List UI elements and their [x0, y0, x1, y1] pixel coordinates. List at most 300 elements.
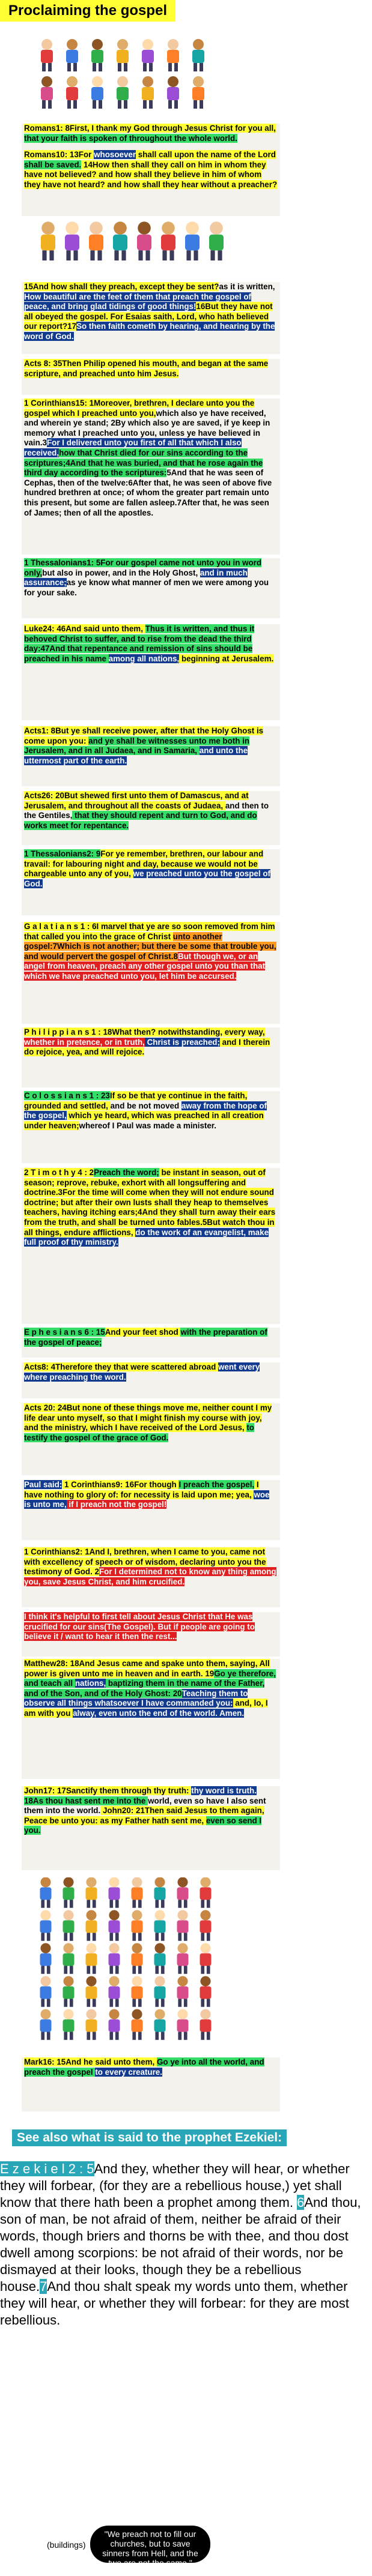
verse-text	[22, 2057, 280, 2077]
verse-segment: with the preparation of the gospel of peace;	[24, 1328, 267, 1347]
figure-part	[48, 63, 52, 71]
figure-part	[132, 1954, 143, 1966]
figure-part	[210, 221, 223, 235]
figure-part	[161, 1933, 165, 1940]
figure-part	[138, 250, 142, 260]
figure-part	[200, 100, 203, 109]
figure-part	[40, 1987, 52, 1999]
figure-part	[41, 39, 52, 50]
figure-part	[132, 2020, 143, 2032]
figure-part	[67, 100, 71, 109]
page-title: Proclaiming the gospel	[0, 0, 175, 22]
figure-part	[210, 250, 215, 260]
figure-part	[86, 1954, 97, 1966]
figure-part	[200, 2009, 210, 2019]
figure-part	[109, 1910, 119, 1920]
figure-part	[87, 1900, 90, 1907]
figure-part	[177, 1976, 188, 1986]
verse-segment: I think it's helpful to first tell about Jesus Christ that He was crucified for our sins(The Gospel). But if people are going to believe it / want to hear it then the rest...	[24, 1612, 255, 1642]
figure-part	[86, 1910, 96, 1920]
verse-segment: 1 Thessalonians1: 5For our gospel came not unto you in word only,	[24, 558, 262, 577]
verse-segment: Acts8: 4Therefore they that were scattered abroad	[24, 1362, 218, 1371]
figure-part	[41, 1900, 44, 1907]
figure-part	[41, 1966, 44, 1973]
verse-text	[22, 1612, 280, 1642]
figure-part	[207, 1999, 210, 2006]
verse-segment: we preached unto you the gospel of God.	[24, 869, 270, 888]
verse-segment: For I delivered unto you first of all that which I also received,	[24, 438, 242, 457]
figure-part	[64, 2032, 67, 2039]
verse-segment: whether in pretence, or in truth,	[24, 1037, 145, 1047]
figure-part	[218, 250, 222, 260]
card-note	[22, 1612, 280, 1657]
figure-part	[93, 2032, 96, 2039]
figure-part	[117, 76, 128, 87]
figure-part	[40, 1888, 52, 1900]
verse-segment: P h i l i p p i a n s 1 : 18What then? notwithstanding, every way,	[24, 1028, 265, 1037]
figure-part	[64, 1999, 67, 2006]
figure-part	[177, 1943, 188, 1953]
verse-text	[22, 922, 280, 982]
figure-part	[155, 1933, 159, 1940]
figure-part	[109, 2020, 120, 2032]
figure-part	[132, 1877, 142, 1888]
card-acts1	[22, 726, 280, 786]
card-matthew28	[22, 1659, 280, 1779]
figure-part	[65, 235, 79, 250]
verse-segment: alway, even unto the end of the world. Amen.	[73, 1708, 245, 1718]
verse-segment: Matthew28: 18And Jesus came and spake unto them, saying, All power is given unto me in heaven and in earth. 19	[24, 1659, 270, 1678]
figure-part	[114, 250, 118, 260]
verse-segment: 1 Corinthians15: 1Moreover, brethren, I declare unto you the gospel which I preached unto you,	[24, 399, 255, 418]
figure-part	[207, 1900, 210, 1907]
figure-part	[132, 1933, 136, 1940]
verse-segment: beginning at Jerusalem.	[179, 654, 274, 663]
card-acts20	[22, 1403, 280, 1475]
figure-part	[155, 1966, 159, 1973]
verse-segment: Romans1: 8First, I thank my God through Jesus Christ for you all,	[24, 124, 276, 133]
verse-text	[22, 1328, 280, 1347]
figure-part	[138, 1966, 142, 1973]
figure-part	[142, 76, 153, 87]
verse-segment: And your feet shod	[105, 1328, 181, 1337]
figure-part	[161, 235, 175, 250]
figure-part	[109, 1976, 119, 1986]
figure-part	[40, 1954, 52, 1966]
verse-segment: as it is written,	[219, 282, 275, 291]
figure-part	[200, 2020, 212, 2032]
figure-part	[87, 2032, 90, 2039]
figure-part	[109, 1954, 120, 1966]
verse-text	[22, 1168, 280, 1248]
figure-part	[177, 2020, 189, 2032]
figure-part	[177, 1877, 188, 1888]
figure-part	[209, 235, 224, 250]
verse-segment: be instant in season, out of season; reprove, rebuke, exhort with all longsuffering and doctrine.3For the time will come when they will not endure sound doctrine; but after their own lusts shall they heap to themselves teachers, having itching ears;4And they shall turn away their ears from the truth, and shall be turned unto fables.5But watch thou in all things, endure afflictions,	[24, 1168, 276, 1237]
figure-part	[177, 1888, 189, 1900]
verse-segment: For I determined not to know any thing among you, save Jesus Christ, and him crucified.	[24, 1567, 276, 1586]
figure-part	[138, 1933, 142, 1940]
figure-part	[92, 76, 103, 87]
figure-part	[143, 100, 147, 109]
children-illustration	[34, 36, 214, 117]
ezekiel-segment: 7	[40, 2279, 47, 2294]
figure-part	[154, 1877, 165, 1888]
figure-part	[194, 100, 197, 109]
verse-text	[22, 1403, 280, 1443]
figure-part	[63, 1888, 75, 1900]
figure-part	[149, 100, 153, 109]
card-1thessalonians1	[22, 558, 280, 618]
figure-part	[138, 221, 151, 235]
card-acts8	[22, 359, 280, 395]
verse-segment: John20: 21Then said Jesus to them again, Peace be unto you: as my Father hath sent me,	[24, 1806, 264, 1825]
verse-segment: whereof I Paul was made a minister.	[79, 1121, 217, 1130]
figure-part	[138, 1999, 142, 2006]
verse-segment: among all nations,	[108, 654, 180, 663]
figure-part	[143, 63, 147, 71]
figure-part	[154, 2009, 165, 2019]
figure-part	[132, 2009, 142, 2019]
figure-part	[115, 2032, 119, 2039]
figure-part	[86, 1877, 96, 1888]
figure-part	[63, 2020, 75, 2032]
figure-part	[177, 1910, 188, 1920]
figure-part	[200, 1976, 210, 1986]
verse-segment: to every creature.	[95, 2067, 162, 2077]
verse-text	[22, 1091, 280, 1131]
figure-part	[66, 50, 78, 63]
verse-segment: world, even so have I also sent them into the world.	[24, 1796, 266, 1816]
figure-part	[132, 1910, 142, 1920]
figure-part	[70, 1999, 73, 2006]
figure-part	[167, 87, 179, 100]
verse-segment: unto another gospel:7Which is not another; but there be some that trouble you, and would pervert the gospel of Christ.8	[24, 931, 276, 961]
card-philippians1	[22, 1028, 280, 1088]
figure-part	[155, 2032, 159, 2039]
figure-part	[132, 1976, 142, 1986]
figure-part	[67, 76, 78, 87]
verse-segment: to testify the gospel of the grace of God.	[24, 1423, 254, 1442]
figure-part	[63, 1877, 73, 1888]
figure-part	[109, 2009, 119, 2019]
figure-part	[178, 1933, 181, 1940]
ezekiel-segment: 6	[297, 2195, 305, 2210]
figure-part	[115, 1966, 119, 1973]
figure-part	[201, 1999, 204, 2006]
verse-segment: Luke24: 46And said unto them,	[24, 624, 145, 633]
figure-part	[118, 63, 121, 71]
figure-part	[109, 1943, 119, 1953]
verse-segment: For ye remember, brethren, our labour and travail: for labouring night and day, because we would not be chargeable unto any of you,	[24, 849, 264, 879]
verse-segment: G a l a t i a n s 1 : 6I marvel that ye are so soon removed from him that called you into the grace of Christ	[24, 922, 275, 941]
card-2timothy4	[22, 1168, 280, 1324]
verse-text	[22, 726, 280, 766]
verse-segment: Acts 20: 24But none of these things move me, neither count I my life dear unto myself, so that I might finish my course with joy, and the ministry, which I have received of the Lord Jesus,	[24, 1403, 272, 1433]
card-john17	[22, 1786, 280, 1870]
verse-segment: but also in power, and in the Holy Ghost,	[42, 568, 200, 577]
verse-segment: 18As thou hast sent me into the	[24, 1796, 148, 1805]
figure-part	[86, 1987, 97, 1999]
figure-part	[184, 1999, 188, 2006]
figure-part	[193, 76, 204, 87]
verse-segment: Paul said:	[24, 1480, 63, 1489]
verse-segment: I have nothing to glory of: for necessity is laid upon me; yea,	[24, 1480, 259, 1499]
figure-part	[142, 50, 154, 63]
verse-segment: shall call upon the name of the Lord	[136, 150, 276, 159]
figure-part	[90, 221, 103, 235]
figure-part	[207, 1933, 210, 1940]
figure-part	[118, 100, 121, 109]
figure-part	[115, 1933, 119, 1940]
verse-segment: 1 Thessalonians2: 9	[24, 849, 101, 858]
figure-part	[86, 1921, 97, 1933]
figure-part	[73, 250, 78, 260]
figure-part	[186, 250, 191, 260]
verse-segment: and unto the uttermost part of the earth.	[24, 746, 248, 765]
verse-text	[22, 124, 280, 143]
figure-part	[132, 1900, 136, 1907]
figure-part	[178, 1999, 181, 2006]
figure-part	[162, 221, 175, 235]
verse-segment: How beautiful are the feet of them that preach the gospel of peace, and bring glad tidings of good things!	[24, 292, 251, 311]
verse-segment: Preach the word;	[94, 1168, 159, 1177]
verse-segment: Mark16: 15And he said unto them,	[24, 2057, 157, 2066]
figure-part	[201, 2032, 204, 2039]
figure-part	[90, 250, 94, 260]
figure-part	[86, 2009, 96, 2019]
figure-part	[200, 1877, 210, 1888]
figure-part	[109, 1888, 120, 1900]
figure-part	[93, 1966, 96, 1973]
figure-part	[41, 87, 53, 100]
figure-part	[200, 1987, 212, 1999]
figure-part	[207, 2032, 210, 2039]
figure-part	[73, 100, 77, 109]
figure-part	[194, 63, 197, 71]
figure-part	[161, 1900, 165, 1907]
verse-segment: and ye shall be witnesses unto me both in Jerusalem, and in all Judaea, and in Samaria,	[24, 736, 250, 756]
figure-part	[70, 1900, 73, 1907]
verse-segment: 5And that he was seen of Cephas, then of the twelve:6After that, he was seen of above five hundred brethren at once; of whom the greater part remain unto this present, but some are fallen asleep.7After that, he was seen of James; then of all the apostles.	[24, 468, 272, 517]
figure-part	[73, 63, 77, 71]
figure-part	[154, 2020, 166, 2032]
figure-part	[154, 1976, 165, 1986]
figure-part	[177, 1954, 189, 1966]
figure-part	[91, 50, 103, 63]
verse-segment: 16But they have not all obeyed the gospel. For Esaias saith, Lord, who hath believed our report?17	[24, 302, 273, 331]
figure-part	[87, 1933, 90, 1940]
figure-part	[115, 1900, 119, 1907]
verse-segment: 1 Corinthians9: 16For though	[62, 1480, 179, 1489]
verse-segment: and then to the Gentiles,	[24, 801, 269, 820]
see-also-heading: See also what is said to the prophet Ezekiel:	[12, 2129, 287, 2146]
verse-segment: Christ is preached;	[144, 1037, 220, 1047]
figure-part	[47, 1966, 50, 1973]
figure-part	[63, 2009, 73, 2019]
figure-part	[200, 1910, 210, 1920]
figure-part	[154, 1954, 166, 1966]
verse-segment: went every where preaching the word.	[24, 1362, 260, 1382]
figure-part	[41, 1933, 44, 1940]
figure-part	[177, 1921, 189, 1933]
figure-part	[169, 250, 174, 260]
figure-part	[40, 2009, 50, 2019]
figure-part	[114, 221, 127, 235]
figure-part	[66, 221, 79, 235]
verse-segment: Go ye into all the world, and preach the gospel	[24, 2057, 264, 2077]
verse-segment: 14How then shall they call on him in whom they have not believed? and how shall they believe in him of whom they have not heard? and how shall they hear without a preacher?	[24, 160, 278, 189]
figure-part	[154, 1943, 165, 1953]
figure-part	[66, 250, 70, 260]
figure-part	[149, 63, 153, 71]
verse-segment: E p h e s i a n s 6 : 15	[24, 1328, 105, 1337]
verse-segment: do the work of an evangelist, make full proof of thy ministry.	[24, 1227, 269, 1247]
verse-segment: and, lo, I am with you	[24, 1699, 268, 1718]
quote-bubble: "We preach not to fill our churches, but to save sinners from Hell, and the two are not the same."	[90, 2526, 210, 2563]
figure-part	[178, 2032, 181, 2039]
verse-segment: I preach the gospel,	[178, 1480, 255, 1489]
figure-part	[41, 1999, 44, 2006]
figure-part	[142, 87, 154, 100]
figure-part	[132, 1966, 136, 1973]
figure-part	[63, 1943, 73, 1953]
figure-part	[132, 1999, 136, 2006]
figure-part	[154, 1910, 165, 1920]
verse-segment: Thus it is written, and thus it behoved Christ to suffer, and to rise from the dead the third day:47And that repentance and remission of sins should be preached in his name	[24, 624, 255, 663]
figure-part	[42, 100, 46, 109]
card-luke24	[22, 624, 280, 720]
verse-segment: and in much assurance;	[24, 568, 248, 588]
figure-part	[200, 1954, 212, 1966]
figure-part	[67, 39, 78, 50]
figure-part	[66, 87, 78, 100]
figure-part	[40, 1877, 50, 1888]
footer-label: (buildings)	[47, 2540, 86, 2550]
figure-part	[192, 87, 204, 100]
figure-part	[40, 2020, 52, 2032]
figure-part	[70, 2032, 73, 2039]
figure-part	[47, 1900, 50, 1907]
ezekiel-segment: E z e k i e l 2 : 5	[0, 2161, 94, 2176]
figure-part	[132, 1921, 143, 1933]
verse-segment: how that Christ died for our sins according to the scriptures;4And that he was buried, and that he rose again the third day according to the scriptures:	[24, 448, 263, 478]
figure-part	[89, 235, 103, 250]
figure-part	[93, 1999, 96, 2006]
verse-text	[22, 399, 280, 518]
figure-part	[109, 1877, 119, 1888]
figure-part	[63, 1910, 73, 1920]
figure-part	[184, 1933, 188, 1940]
figure-part	[155, 1900, 159, 1907]
figure-part	[132, 1888, 143, 1900]
card-colossians1	[22, 1091, 280, 1163]
figure-part	[47, 1933, 50, 1940]
figure-part	[86, 1976, 96, 1986]
family-figures-illustration	[34, 216, 232, 282]
figure-part	[49, 250, 53, 260]
card-1corinthians15	[22, 399, 280, 555]
figure-part	[40, 1921, 52, 1933]
figure-part	[132, 2032, 136, 2039]
figure-part	[109, 1921, 120, 1933]
figure-part	[138, 2032, 142, 2039]
figure-part	[63, 1921, 75, 1933]
figure-part	[178, 1900, 181, 1907]
ezekiel-segment: And thou, son of man, be not afraid of them, neither be afraid of their words, though briers and thorns be with thee, and thou dost dwell among scorpions: be not afraid of their words, nor be dismayed at their looks, though they be a rebellious house.	[0, 2195, 361, 2294]
figure-part	[40, 1943, 50, 1953]
verse-text	[22, 282, 280, 342]
figure-part	[121, 250, 126, 260]
figure-part	[48, 100, 52, 109]
ezekiel-segment: And they, whether they will hear, or whether they will forbear, (for they are a rebellious house,) yet shall know that there hath been a prophet among them.	[0, 2161, 350, 2210]
figure-part	[86, 2020, 97, 2032]
figure-part	[137, 235, 151, 250]
figure-part	[117, 87, 129, 100]
verse-segment: which also ye have received, and wherein ye stand; 2By which also ye are saved, if ye keep in memory what I preached unto you, unless ye have believed in vain.3	[24, 408, 270, 448]
figure-part	[117, 39, 128, 50]
verse-segment: that your faith is spoken of throughout the whole world.	[24, 133, 237, 143]
verse-text	[22, 1028, 280, 1058]
verse-segment: 2 T i m o t h y 4 : 2	[24, 1168, 94, 1177]
figure-part	[178, 1966, 181, 1973]
verse-segment: thy word is truth.	[191, 1786, 257, 1795]
figure-part	[192, 50, 204, 63]
figure-part	[154, 1921, 166, 1933]
figure-part	[155, 1999, 159, 2006]
figure-part	[132, 1987, 143, 1999]
figure-part	[93, 63, 96, 71]
card-romans10-15	[22, 282, 280, 354]
figure-part	[87, 1966, 90, 1973]
figure-part	[92, 39, 103, 50]
figure-part	[41, 2032, 44, 2039]
figure-part	[177, 2009, 188, 2019]
verse-segment: So then faith cometh by hearing, and hearing by the word of God.	[24, 322, 275, 341]
verse-text	[22, 1786, 280, 1836]
verse-segment: if I preach not the gospel!	[66, 1500, 167, 1509]
figure-part	[64, 1900, 67, 1907]
verse-text	[22, 624, 280, 664]
verse-segment: nations,	[75, 1679, 106, 1688]
figure-part	[161, 1966, 165, 1973]
verse-segment: that they should repent and turn to God, and do works meet for repentance.	[24, 811, 257, 830]
figure-part	[40, 1910, 50, 1920]
verse-segment: and be not moved	[110, 1101, 181, 1110]
figure-part	[117, 50, 129, 63]
figure-part	[184, 1966, 188, 1973]
card-1thessalonians2	[22, 849, 280, 915]
figure-part	[162, 250, 166, 260]
figure-part	[63, 1954, 75, 1966]
figure-part	[40, 1976, 50, 1986]
figure-part	[113, 235, 127, 250]
figure-part	[161, 2032, 165, 2039]
card-acts8-4	[22, 1362, 280, 1398]
verse-text	[22, 1480, 280, 1510]
figure-part	[200, 1921, 212, 1933]
verse-segment: whosoever	[94, 150, 136, 159]
verse-segment: as ye know what manner of men we were among you for your sake.	[24, 578, 269, 597]
figure-part	[99, 100, 102, 109]
figure-part	[109, 2032, 113, 2039]
figure-part	[63, 1976, 73, 1986]
figure-part	[64, 1966, 67, 1973]
figure-part	[109, 1987, 120, 1999]
figure-part	[207, 1966, 210, 1973]
figure-part	[138, 1900, 142, 1907]
figure-part	[41, 76, 52, 87]
